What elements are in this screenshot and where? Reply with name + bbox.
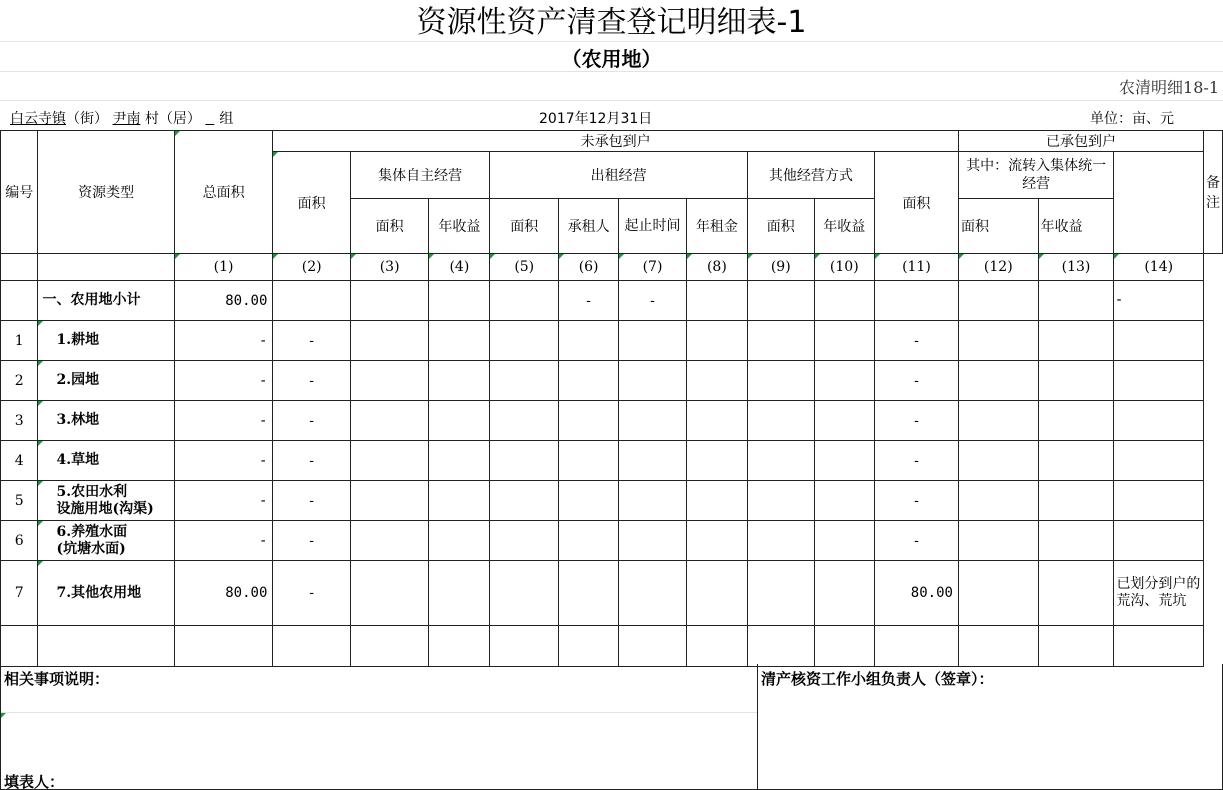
cell-c1: - bbox=[174, 521, 273, 561]
footer-section bbox=[0, 664, 1223, 790]
col-index: (5) bbox=[490, 254, 559, 281]
cell-c2: - bbox=[273, 321, 351, 361]
cell-c6 bbox=[559, 561, 619, 626]
cell-c1: - bbox=[174, 441, 273, 481]
column-index-row bbox=[1, 254, 1223, 281]
cell-c2: - bbox=[273, 561, 351, 626]
meta-row bbox=[0, 100, 1223, 129]
col-index: (12) bbox=[958, 254, 1038, 281]
asset-table bbox=[0, 130, 1223, 667]
col-index: (4) bbox=[429, 254, 490, 281]
header-transfer-income: 年收益 bbox=[1038, 199, 1114, 254]
header-collective: 集体自主经营 bbox=[350, 152, 489, 199]
cell-no bbox=[1, 281, 38, 321]
cell-c14 bbox=[1114, 481, 1204, 521]
header-contracted-area: 面积 bbox=[874, 152, 958, 254]
header-annual-rent: 年租金 bbox=[686, 199, 747, 254]
cell-c2: - bbox=[273, 401, 351, 441]
filler-label: 填表人： bbox=[4, 773, 65, 790]
cell-no: 5 bbox=[1, 481, 38, 521]
blank-row bbox=[1, 626, 1223, 667]
header-code: 编号 bbox=[1, 131, 38, 254]
col-index: (13) bbox=[1038, 254, 1114, 281]
cell-c14: - bbox=[1114, 281, 1204, 321]
header-collective-area: 面积 bbox=[350, 199, 428, 254]
cell-c7 bbox=[619, 401, 687, 441]
form-code: 农清明细18-1 bbox=[1119, 78, 1219, 97]
location-line bbox=[10, 108, 233, 128]
cell-no: 6 bbox=[1, 521, 38, 561]
cell-c11: - bbox=[874, 521, 958, 561]
cell-c1: - bbox=[174, 361, 273, 401]
cell-type: 1.耕地 bbox=[38, 321, 174, 361]
cell-c6 bbox=[559, 481, 619, 521]
table-row bbox=[1, 321, 1223, 361]
header-other: 其他经营方式 bbox=[747, 152, 874, 199]
cell-c1: - bbox=[174, 481, 273, 521]
header-lease-area: 面积 bbox=[490, 199, 559, 254]
cell-type: 2.园地 bbox=[38, 361, 174, 401]
cell-c7 bbox=[619, 521, 687, 561]
header-total-area: 总面积 bbox=[174, 131, 273, 254]
col-index: (6) bbox=[559, 254, 619, 281]
header-type: 资源类型 bbox=[38, 131, 174, 254]
village-name: 尹南 bbox=[112, 111, 141, 127]
cell-c7 bbox=[619, 321, 687, 361]
cell-no: 1 bbox=[1, 321, 38, 361]
cell-c14 bbox=[1114, 321, 1204, 361]
col-index: (2) bbox=[273, 254, 351, 281]
header-lease: 出租经营 bbox=[490, 152, 748, 199]
cell-c6 bbox=[559, 321, 619, 361]
cell-c2: - bbox=[273, 361, 351, 401]
village-suffix: 村（居） bbox=[140, 111, 201, 127]
cell-c11: - bbox=[874, 361, 958, 401]
cell-c6: - bbox=[559, 281, 619, 321]
col-index: (10) bbox=[814, 254, 874, 281]
col-index: (7) bbox=[619, 254, 687, 281]
cell-c11: - bbox=[874, 481, 958, 521]
header-contracted: 已承包到户 bbox=[958, 131, 1203, 152]
group-suffix: 组 bbox=[219, 111, 234, 127]
col-index: (3) bbox=[350, 254, 428, 281]
cell-type: 3.林地 bbox=[38, 401, 174, 441]
header-other-income: 年收益 bbox=[814, 199, 874, 254]
cell-c11: - bbox=[874, 321, 958, 361]
cell-c2 bbox=[273, 281, 351, 321]
col-index: (11) bbox=[874, 254, 958, 281]
cell-c6 bbox=[559, 441, 619, 481]
header-period: 起止时间 bbox=[619, 199, 687, 254]
cell-c7 bbox=[619, 441, 687, 481]
cell-c2: - bbox=[273, 521, 351, 561]
header-other-area: 面积 bbox=[747, 199, 814, 254]
cell-c14 bbox=[1114, 441, 1204, 481]
table-row bbox=[1, 521, 1223, 561]
town-suffix: （街） bbox=[66, 111, 108, 127]
header-lessee: 承租人 bbox=[559, 199, 619, 254]
cell-c1: - bbox=[174, 401, 273, 441]
header-uncontracted-area: 面积 bbox=[273, 152, 351, 254]
cell-no: 2 bbox=[1, 361, 38, 401]
cell-c1: 80.00 bbox=[174, 281, 273, 321]
cell-c14 bbox=[1114, 361, 1204, 401]
cell-c6 bbox=[559, 361, 619, 401]
cell-c1: - bbox=[174, 321, 273, 361]
group-name bbox=[205, 111, 219, 127]
cell-c11: - bbox=[874, 401, 958, 441]
table-row bbox=[1, 561, 1223, 626]
cell-c11: - bbox=[874, 441, 958, 481]
cell-c6 bbox=[559, 521, 619, 561]
cell-type: 5.农田水利 设施用地(沟渠) bbox=[38, 481, 174, 521]
header-transfer-area: 面积 bbox=[958, 199, 1038, 254]
cell-c14 bbox=[1114, 401, 1204, 441]
header-transfer: 其中：流转入集体统一经营 bbox=[958, 152, 1113, 199]
unit-label: 单位：亩、元 bbox=[1090, 111, 1174, 127]
notes-area bbox=[1, 664, 758, 789]
form-title: 资源性资产清查登记明细表-1 bbox=[0, 0, 1223, 42]
cell-type: 7.其他农用地 bbox=[38, 561, 174, 626]
table-row bbox=[1, 361, 1223, 401]
header-collective-income: 年收益 bbox=[429, 199, 490, 254]
table-row bbox=[1, 481, 1223, 521]
table-row bbox=[1, 441, 1223, 481]
col-index: (8) bbox=[686, 254, 747, 281]
cell-c6 bbox=[559, 401, 619, 441]
cell-type: 4.草地 bbox=[38, 441, 174, 481]
cell-c7 bbox=[619, 481, 687, 521]
col-index: (14) bbox=[1114, 254, 1204, 281]
cell-c11 bbox=[874, 281, 958, 321]
cell-no: 3 bbox=[1, 401, 38, 441]
table-row bbox=[1, 281, 1223, 321]
table-row bbox=[1, 401, 1223, 441]
cell-c11: 80.00 bbox=[874, 561, 958, 626]
cell-type: 6.养殖水面 (坑塘水面) bbox=[38, 521, 174, 561]
header-remark: 备注 bbox=[1204, 131, 1223, 254]
cell-c7 bbox=[619, 561, 687, 626]
cell-type: 一、农用地小计 bbox=[38, 281, 174, 321]
col-index: (9) bbox=[747, 254, 814, 281]
cell-c1: 80.00 bbox=[174, 561, 273, 626]
cell-c7 bbox=[619, 361, 687, 401]
cell-c2: - bbox=[273, 481, 351, 521]
col-index: (1) bbox=[174, 254, 273, 281]
form-subtitle: （农用地） bbox=[0, 42, 1223, 72]
cell-no: 4 bbox=[1, 441, 38, 481]
report-date: 2017年12月31日 bbox=[539, 111, 653, 127]
cell-c7: - bbox=[619, 281, 687, 321]
cell-c14: 已划分到户的荒沟、荒坑 bbox=[1114, 561, 1204, 626]
header-uncontracted: 未承包到户 bbox=[273, 131, 959, 152]
cell-c2: - bbox=[273, 441, 351, 481]
town-name: 白云寺镇 bbox=[10, 111, 66, 127]
notes-label: 相关事项说明： bbox=[4, 670, 110, 688]
cell-no: 7 bbox=[1, 561, 38, 626]
cell-c14 bbox=[1114, 521, 1204, 561]
sign-label: 清产核资工作小组负责人（签章）： bbox=[761, 670, 994, 688]
